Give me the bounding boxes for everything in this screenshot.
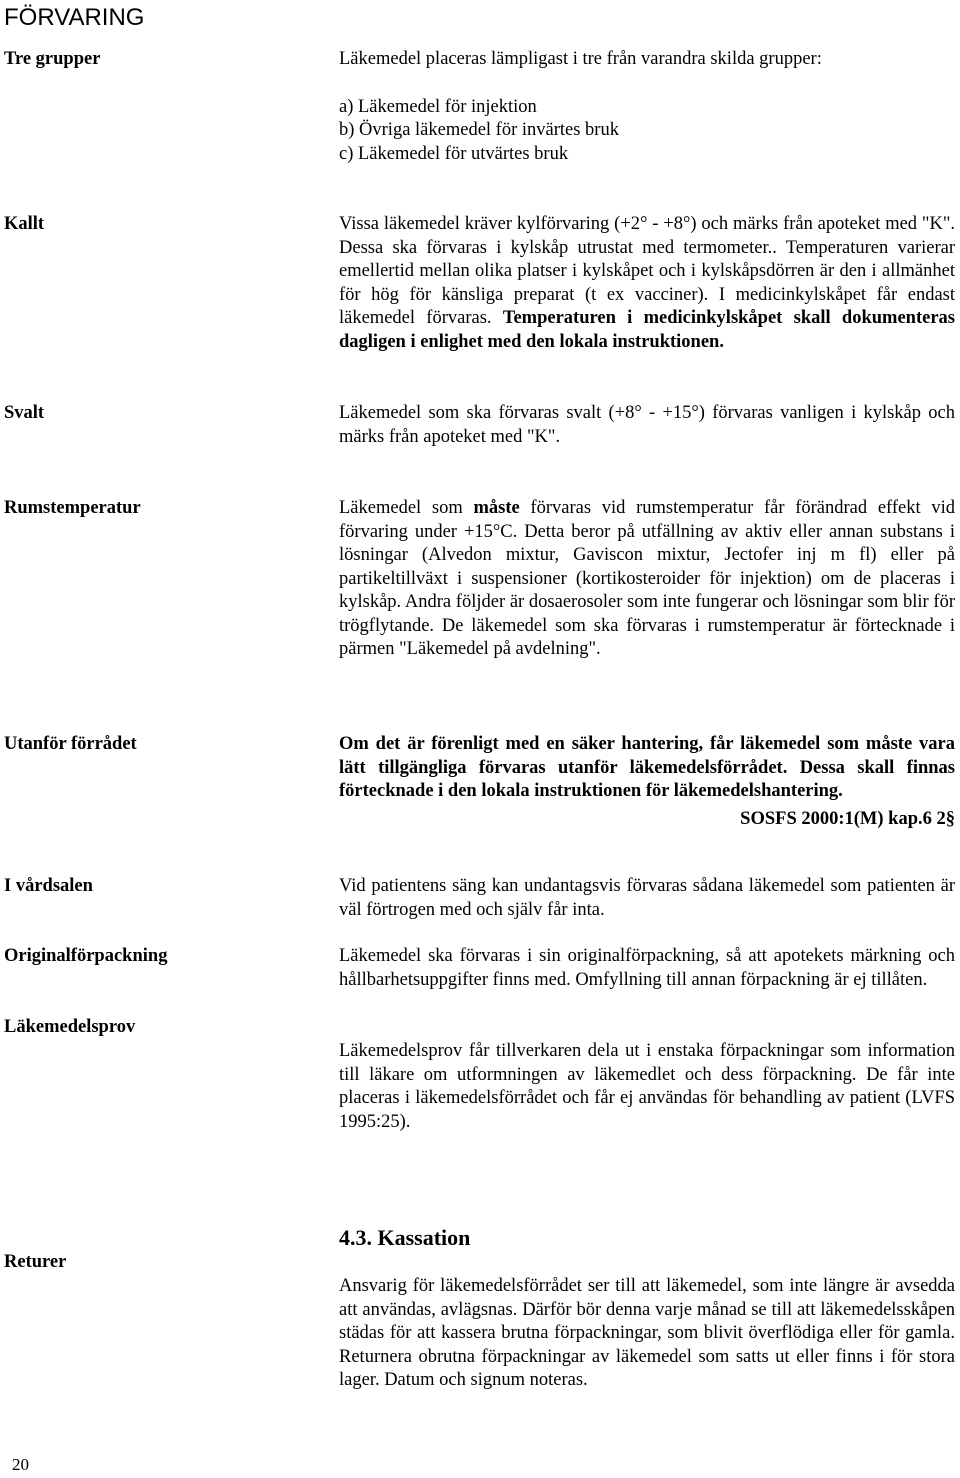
sosfs-reference: SOSFS 2000:1(M) kap.6 2§ bbox=[740, 808, 955, 829]
label-rumstemperatur: Rumstemperatur bbox=[4, 498, 141, 518]
section-utanfor bbox=[339, 733, 955, 831]
label-returer: Returer bbox=[4, 1252, 67, 1272]
intro-text: Läkemedel placeras lämpligast i tre från varandra skilda grupper: bbox=[339, 49, 822, 69]
rumstemperatur-bold: måste bbox=[473, 498, 520, 518]
section-vardsalen bbox=[339, 875, 955, 922]
section-originalforpackning bbox=[339, 945, 955, 992]
label-kallt: Kallt bbox=[4, 214, 45, 234]
label-tre-grupper: Tre grupper bbox=[4, 49, 101, 69]
list-item: b) Övriga läkemedel för invärtes bruk bbox=[339, 120, 619, 140]
label-utanfor: Utanför förrådet bbox=[4, 734, 137, 754]
label-svalt: Svalt bbox=[4, 403, 45, 423]
kallt-text: Vissa läkemedel kräver kylförvaring (+2° - +8°) och märks från apoteket med "K". Dessa ska förvaras i kylskåp utrustat med termometer.. Temperaturen varierar emellertid mellan olika platser i kylskåpet och i kylskåpsdörren är den i allmänhet för hög för känsliga preparat (t ex vacciner). I medicinkylskåpet får endast läkemedel förvaras. bbox=[339, 214, 955, 328]
rumstemperatur-text-pre: Läkemedel som bbox=[339, 498, 474, 518]
section-kallt bbox=[339, 213, 955, 354]
page-number: 20 bbox=[12, 1455, 29, 1474]
section-tre-grupper bbox=[339, 48, 955, 166]
svalt-text: Läkemedel som ska förvaras svalt (+8° - +15°) förvaras vanligen i kylskåp och märks från apoteket med "K". bbox=[339, 403, 955, 447]
section-svalt bbox=[339, 402, 955, 449]
originalforpackning-text: Läkemedel ska förvaras i sin originalförpackning, så att apotekets märkning och hållbarhetsuppgifter finns med. Omfyllning till annan förpackning är ej tillåten. bbox=[339, 946, 955, 990]
section-lakemedelsprov bbox=[339, 1040, 955, 1134]
list-item: c) Läkemedel för utvärtes bruk bbox=[339, 143, 569, 164]
section-returer bbox=[339, 1275, 955, 1393]
section-rumstemperatur bbox=[339, 497, 955, 662]
returer-text: Ansvarig för läkemedelsförrådet ser till att läkemedel, som inte längre är avsedda att användas, avlägsnas. Därför bör denna varje månad se till att läkemedelsskåpen städas för att kassera brutna förpackningar, som blivit överflödiga eller för gamla. Returnera obrutna förpackningar av läkemedel som satts ut eller finns i för stora lager. Datum och signum noteras. bbox=[339, 1276, 955, 1390]
vardsalen-text: Vid patientens säng kan undantagsvis förvaras sådana läkemedel som patienten är väl förtrogen med och själv får inta. bbox=[339, 876, 955, 920]
kallt-bold-text: Temperaturen i medicinkylskåpet skall dokumenteras dagligen i enlighet med den lokala instruktionen. bbox=[339, 308, 955, 352]
label-lakemedelsprov: Läkemedelsprov bbox=[4, 1017, 136, 1037]
lakemedelsprov-text: Läkemedelsprov får tillverkaren dela ut i enstaka förpackningar som information till läkare om utformningen av läkemedlet och dess förpackning. De får inte placeras i läkemedelsförrådet och får ej användas för behandling av patient (LVFS 1995:25). bbox=[339, 1041, 955, 1132]
rumstemperatur-text-post: förvaras vid rumstemperatur får förändrad effekt vid förvaring under +15°C. Detta beror på utfällning av aktiv eller annan substans i lösningar (Alvedon mixtur, Gaviscon mixtur, Jectofer inj m fl) eller på partikeltillväxt i suspensioner (kortikosteroider för injektion) om de placeras i kylskåp. Andra följder är dosaerosoler som inte fungerar och lösningar som blir för trögflytande. De läkemedel som ska förvaras i rumstemperatur är förtecknade i pärmen "Läkemedel på avdelning". bbox=[339, 498, 956, 659]
label-vardsalen: I vårdsalen bbox=[4, 876, 93, 896]
list-item: a) Läkemedel för injektion bbox=[339, 96, 537, 117]
kassation-heading: 4.3. Kassation bbox=[339, 1225, 471, 1250]
label-originalforpackning: Originalförpackning bbox=[4, 946, 168, 966]
utanfor-text: Om det är förenligt med en säker hantering, får läkemedel som måste vara lätt tillgängliga förvaras utanför läkemedelsförrådet. Dessa skall finnas förtecknade i den lokala instruktionen för läkemedelshantering. bbox=[339, 734, 955, 801]
page-title: FÖRVARING bbox=[4, 4, 145, 31]
